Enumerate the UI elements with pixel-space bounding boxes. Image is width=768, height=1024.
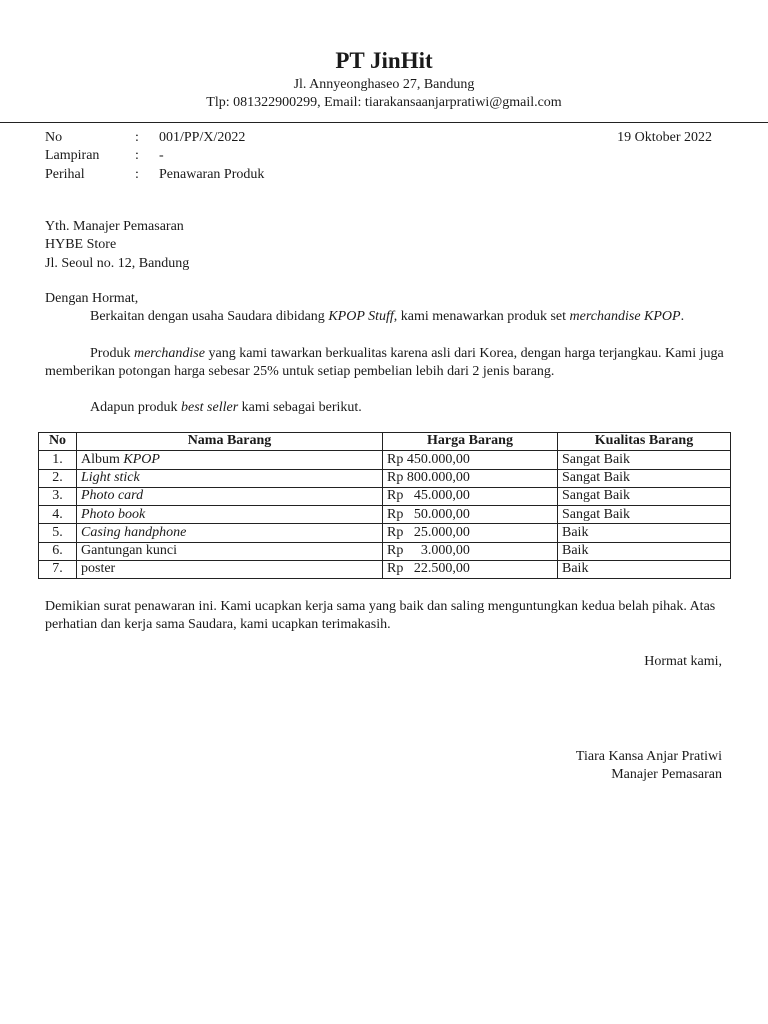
- signature-block: [576, 748, 722, 785]
- cell-quality: Baik: [558, 524, 731, 542]
- text-run: Album: [81, 451, 124, 467]
- text-run: Gantungan kunci: [81, 543, 178, 559]
- cell-name: [77, 542, 383, 560]
- table-row: [39, 451, 731, 469]
- cell-name: [77, 524, 383, 542]
- text-run: Berkaitan dengan usaha Saudara dibidang: [90, 309, 329, 325]
- cell-no: 4.: [39, 506, 77, 524]
- letter-meta: [45, 129, 264, 184]
- cell-price: Rp 45.000,00: [383, 487, 558, 505]
- text-run-italic: Casing handphone: [81, 524, 187, 540]
- paragraph-gap: [45, 381, 725, 399]
- cell-price: Rp 25.000,00: [383, 524, 558, 542]
- letter-date: 19 Oktober 2022: [617, 130, 712, 145]
- letter-body: [45, 290, 725, 417]
- product-table: [38, 432, 731, 579]
- cell-name: [77, 469, 383, 487]
- recipient-block: [45, 218, 189, 273]
- recipient-line: Jl. Seoul no. 12, Bandung: [45, 255, 190, 271]
- meta-label: No: [45, 130, 63, 145]
- company-address: Jl. Annyeonghaseo 27, Bandung: [293, 77, 475, 92]
- column-header: No: [39, 433, 77, 451]
- cell-no: 5.: [39, 524, 77, 542]
- table-row: [39, 469, 731, 487]
- text-run-italic: KPOP Stuff: [328, 309, 394, 325]
- text-run: poster: [81, 561, 116, 577]
- text-run: .: [680, 309, 685, 325]
- table-header-row: [39, 433, 731, 451]
- meta-label: Lampiran: [45, 148, 100, 164]
- letterhead-divider: [0, 122, 768, 123]
- cell-price: Rp 22.500,00: [383, 561, 558, 579]
- text-run: , kami menawarkan produk set: [393, 309, 570, 325]
- table-row: [39, 542, 731, 560]
- meta-row-perihal: [45, 166, 264, 184]
- cell-name: [77, 487, 383, 505]
- meta-value: 001/PP/X/2022: [159, 130, 246, 145]
- column-header: Kualitas Barang: [558, 433, 731, 451]
- column-header: Harga Barang: [383, 433, 558, 451]
- text-run-italic: Photo card: [81, 488, 144, 504]
- text-run: kami sebagai berikut.: [238, 400, 362, 416]
- cell-name: [77, 561, 383, 579]
- recipient-line: Yth. Manajer Pemasaran: [45, 219, 184, 234]
- closing-block: [45, 598, 725, 635]
- meta-colon: :: [135, 130, 139, 145]
- letterhead: [0, 46, 768, 112]
- paragraph-intro: [45, 308, 725, 326]
- company-name: PT JinHit: [335, 48, 433, 73]
- paragraph-product: [45, 345, 725, 382]
- cell-no: 2.: [39, 469, 77, 487]
- table-row: [39, 506, 731, 524]
- cell-name: [77, 506, 383, 524]
- greeting: Dengan Hormat,: [45, 291, 139, 306]
- company-contact: Tlp: 081322900299, Email: tiarakansaanjarpratiwi@gmail.com: [206, 95, 562, 110]
- meta-value: Penawaran Produk: [159, 166, 265, 182]
- cell-quality: Sangat Baik: [558, 487, 731, 505]
- signer-name: Tiara Kansa Anjar Pratiwi: [575, 749, 722, 764]
- cell-price: Rp 800.000,00: [383, 469, 558, 487]
- signer-title: Manajer Pemasaran: [611, 767, 722, 783]
- cell-no: 1.: [39, 451, 77, 469]
- text-run-italic: KPOP: [123, 451, 160, 467]
- meta-row-no: [45, 129, 264, 147]
- meta-row-lampiran: [45, 147, 264, 165]
- column-header: Nama Barang: [77, 433, 383, 451]
- cell-no: 7.: [39, 561, 77, 579]
- cell-price: Rp 3.000,00: [383, 542, 558, 560]
- text-run: yang kami tawarkan berkualitas karena asli dari Korea, dengan harga terjangkau. Kami juga memberikan potongan harga sebesar 25% untuk setiap pembelian lebih dari 2 jenis barang.: [45, 345, 724, 379]
- meta-label: Perihal: [45, 166, 85, 182]
- table-row: [39, 524, 731, 542]
- paragraph-gap: [45, 327, 725, 345]
- text-run: Adapun produk: [90, 400, 181, 416]
- cell-quality: Baik: [558, 561, 731, 579]
- closing-paragraph: Demikian surat penawaran ini. Kami ucapkan kerja sama yang baik dan saling menguntungkan kedua belah pihak. Atas perhatian dan kerja sama Saudara, kami ucapkan terimakasih.: [45, 599, 716, 633]
- cell-quality: Sangat Baik: [558, 506, 731, 524]
- cell-price: Rp 450.000,00: [383, 451, 558, 469]
- text-run-italic: best seller: [181, 400, 239, 416]
- meta-colon: :: [135, 166, 139, 182]
- cell-name: [77, 451, 383, 469]
- regards: Hormat kami,: [644, 654, 722, 669]
- cell-quality: Sangat Baik: [558, 451, 731, 469]
- text-run-italic: Light stick: [81, 469, 140, 485]
- text-run-italic: merchandise KPOP: [569, 309, 681, 325]
- table-row: [39, 561, 731, 579]
- text-run: Produk: [90, 345, 134, 361]
- cell-quality: Sangat Baik: [558, 469, 731, 487]
- meta-value: -: [159, 148, 164, 164]
- text-run-italic: Photo book: [81, 506, 146, 522]
- cell-quality: Baik: [558, 542, 731, 560]
- table-row: [39, 487, 731, 505]
- paragraph-bestseller: [45, 399, 725, 417]
- recipient-line: HYBE Store: [45, 237, 117, 253]
- cell-price: Rp 50.000,00: [383, 506, 558, 524]
- cell-no: 3.: [39, 487, 77, 505]
- text-run-italic: merchandise: [133, 345, 205, 361]
- cell-no: 6.: [39, 542, 77, 560]
- meta-colon: :: [135, 148, 139, 164]
